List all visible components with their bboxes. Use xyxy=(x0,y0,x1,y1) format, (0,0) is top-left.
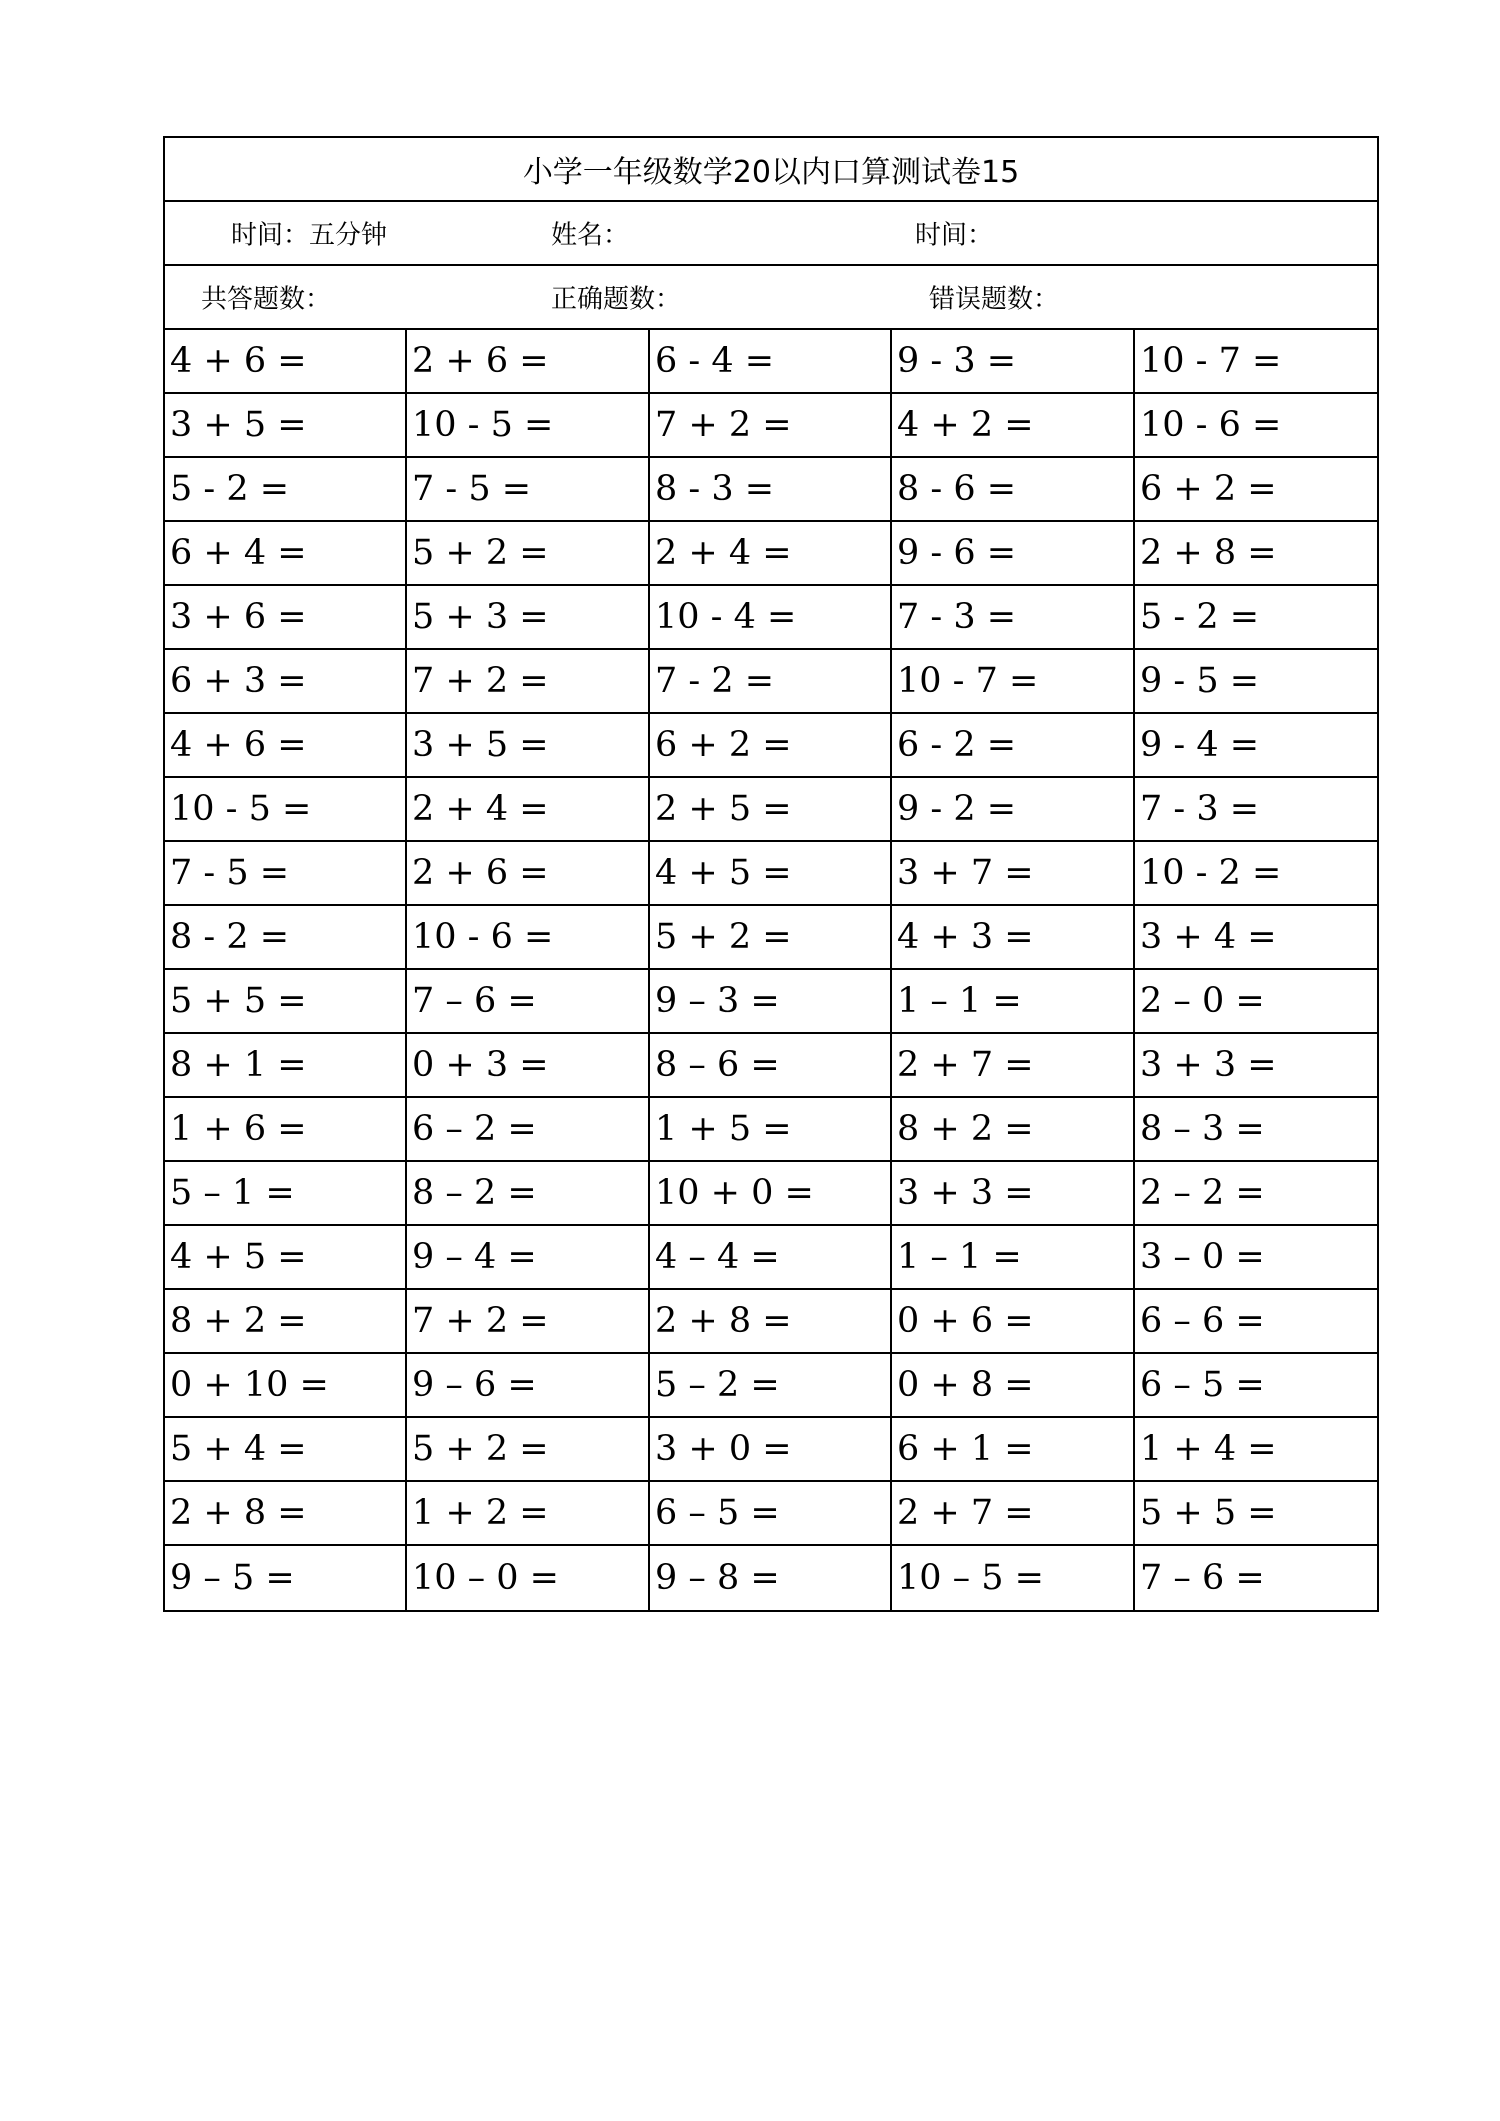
correct-count-label: 正确题数： xyxy=(551,284,682,315)
problem-cell: 7 - 3 = xyxy=(1135,778,1377,842)
problem-cell: 1 – 1 = xyxy=(892,970,1135,1034)
problem-grid xyxy=(165,330,1377,1610)
problem-cell: 9 – 5 = xyxy=(165,1546,407,1610)
problem-cell: 2 + 6 = xyxy=(407,330,650,394)
problem-cell: 9 - 5 = xyxy=(1135,650,1377,714)
problem-cell: 5 - 2 = xyxy=(165,458,407,522)
problem-cell: 3 + 3 = xyxy=(1135,1034,1377,1098)
problem-cell: 10 – 5 = xyxy=(892,1546,1135,1610)
problem-cell: 6 + 2 = xyxy=(1135,458,1377,522)
problem-cell: 10 - 5 = xyxy=(165,778,407,842)
problem-cell: 3 + 5 = xyxy=(165,394,407,458)
problem-cell: 10 - 4 = xyxy=(650,586,892,650)
problem-cell: 4 + 6 = xyxy=(165,714,407,778)
problem-cell: 5 + 2 = xyxy=(407,522,650,586)
problem-cell: 7 – 6 = xyxy=(1140,1558,1265,1598)
problem-cell: 0 + 8 = xyxy=(892,1354,1135,1418)
problem-cell: 4 + 5 = xyxy=(165,1226,407,1290)
problem-cell: 7 + 2 = xyxy=(407,1290,650,1354)
problem-cell: 2 + 4 = xyxy=(650,522,892,586)
problem-cell: 10 - 7 = xyxy=(1135,330,1377,394)
time-limit-label: 时间：五分钟 xyxy=(231,220,388,251)
problem-cell: 1 – 1 = xyxy=(892,1226,1135,1290)
problem-cell: 3 + 5 = xyxy=(407,714,650,778)
problem-cell: 3 + 6 = xyxy=(165,586,407,650)
wrong-count-label: 错误题数： xyxy=(929,284,1060,315)
problem-cell: 6 + 4 = xyxy=(165,522,407,586)
problem-cell: 6 + 2 = xyxy=(650,714,892,778)
problem-cell: 5 + 5 = xyxy=(1135,1482,1377,1546)
problem-cell: 2 – 2 = xyxy=(1135,1162,1377,1226)
problem-cell: 7 - 2 = xyxy=(650,650,892,714)
problem-cell: 8 + 1 = xyxy=(165,1034,407,1098)
problem-cell: 3 + 0 = xyxy=(650,1418,892,1482)
problem-cell: 2 + 7 = xyxy=(892,1482,1135,1546)
problem-cell: 5 + 4 = xyxy=(165,1418,407,1482)
problem-cell: 9 - 4 = xyxy=(1135,714,1377,778)
problem-cell: 2 + 8 = xyxy=(650,1290,892,1354)
problem-cell: 2 – 0 = xyxy=(1135,970,1377,1034)
problem-cell: 5 – 1 = xyxy=(165,1162,407,1226)
info-row-time-name xyxy=(165,202,1377,266)
problem-cell: 7 – 6 = xyxy=(407,970,650,1034)
problem-cell: 4 + 5 = xyxy=(650,842,892,906)
worksheet-table xyxy=(163,136,1379,1612)
problem-cell: 3 + 4 = xyxy=(1135,906,1377,970)
problem-cell: 10 - 7 = xyxy=(892,650,1135,714)
problem-cell: 6 – 2 = xyxy=(407,1098,650,1162)
problem-cell: 4 – 4 = xyxy=(650,1226,892,1290)
problem-cell: 4 + 6 = xyxy=(165,330,407,394)
problem-cell: 2 + 5 = xyxy=(650,778,892,842)
problem-cell: 5 + 2 = xyxy=(650,906,892,970)
problem-cell: 7 - 3 = xyxy=(892,586,1135,650)
problem-cell: 6 + 3 = xyxy=(165,650,407,714)
problem-cell: 10 + 0 = xyxy=(650,1162,892,1226)
problem-cell: 1 + 4 = xyxy=(1135,1418,1377,1482)
problem-cell: 6 + 1 = xyxy=(892,1418,1135,1482)
problem-cell: 5 + 3 = xyxy=(407,586,650,650)
problem-cell: 10 - 2 = xyxy=(1135,842,1377,906)
problem-cell: 8 - 6 = xyxy=(892,458,1135,522)
time-label: 时间： xyxy=(915,220,994,251)
worksheet-title: 小学一年级数学20以内口算测试卷15 xyxy=(165,138,1377,202)
problem-cell: 9 - 6 = xyxy=(892,522,1135,586)
problem-cell: 9 – 3 = xyxy=(650,970,892,1034)
problem-cell: 4 + 3 = xyxy=(892,906,1135,970)
problem-cell: 0 + 10 = xyxy=(165,1354,407,1418)
problem-cell: 4 + 2 = xyxy=(892,394,1135,458)
problem-cell: 2 + 7 = xyxy=(892,1034,1135,1098)
problem-cell: 0 + 3 = xyxy=(407,1034,650,1098)
problem-cell: 0 + 6 = xyxy=(892,1290,1135,1354)
problem-cell: 8 - 3 = xyxy=(650,458,892,522)
name-label: 姓名： xyxy=(551,220,630,251)
problem-cell: 9 - 3 = xyxy=(892,330,1135,394)
info-row-scores xyxy=(165,266,1377,330)
problem-cell: 7 - 5 = xyxy=(407,458,650,522)
problem-cell: 10 - 6 = xyxy=(407,906,650,970)
problem-cell: 5 - 2 = xyxy=(1135,586,1377,650)
problem-cell: 5 – 2 = xyxy=(650,1354,892,1418)
problem-cell: 8 – 3 = xyxy=(1135,1098,1377,1162)
problem-cell: 8 + 2 = xyxy=(165,1290,407,1354)
problem-cell: 7 - 5 = xyxy=(165,842,407,906)
problem-cell: 1 + 5 = xyxy=(650,1098,892,1162)
problem-cell: 5 + 2 = xyxy=(407,1418,650,1482)
problem-cell: 2 + 6 = xyxy=(407,842,650,906)
problem-cell: 1 + 2 = xyxy=(407,1482,650,1546)
problem-cell: 10 – 0 = xyxy=(407,1546,650,1610)
problem-cell: 8 - 2 = xyxy=(165,906,407,970)
problem-cell: 2 + 8 = xyxy=(1135,522,1377,586)
problem-cell: 8 + 2 = xyxy=(892,1098,1135,1162)
problem-cell: 8 – 2 = xyxy=(407,1162,650,1226)
problem-cell: 2 + 8 = xyxy=(165,1482,407,1546)
problem-cell: 5 + 5 = xyxy=(165,970,407,1034)
problem-cell: 9 – 6 = xyxy=(407,1354,650,1418)
problem-cell: 3 – 0 = xyxy=(1135,1226,1377,1290)
problem-cell: 7 + 2 = xyxy=(407,650,650,714)
total-answered-label: 共答题数： xyxy=(201,284,332,315)
problem-cell: 1 + 6 = xyxy=(165,1098,407,1162)
problem-cell: 9 - 2 = xyxy=(892,778,1135,842)
problem-cell: 7 + 2 = xyxy=(650,394,892,458)
problem-cell: 6 – 5 = xyxy=(650,1482,892,1546)
problem-cell: 10 - 6 = xyxy=(1135,394,1377,458)
problem-cell: 3 + 7 = xyxy=(892,842,1135,906)
problem-cell: 2 + 4 = xyxy=(407,778,650,842)
problem-cell: 9 – 4 = xyxy=(407,1226,650,1290)
problem-cell: 9 – 8 = xyxy=(650,1546,892,1610)
problem-cell: 6 - 2 = xyxy=(892,714,1135,778)
problem-cell: 3 + 3 = xyxy=(892,1162,1135,1226)
problem-cell: 6 - 4 = xyxy=(650,330,892,394)
problem-cell: 8 – 6 = xyxy=(650,1034,892,1098)
problem-cell: 6 – 6 = xyxy=(1135,1290,1377,1354)
problem-cell: 10 - 5 = xyxy=(407,394,650,458)
problem-cell: 6 – 5 = xyxy=(1135,1354,1377,1418)
